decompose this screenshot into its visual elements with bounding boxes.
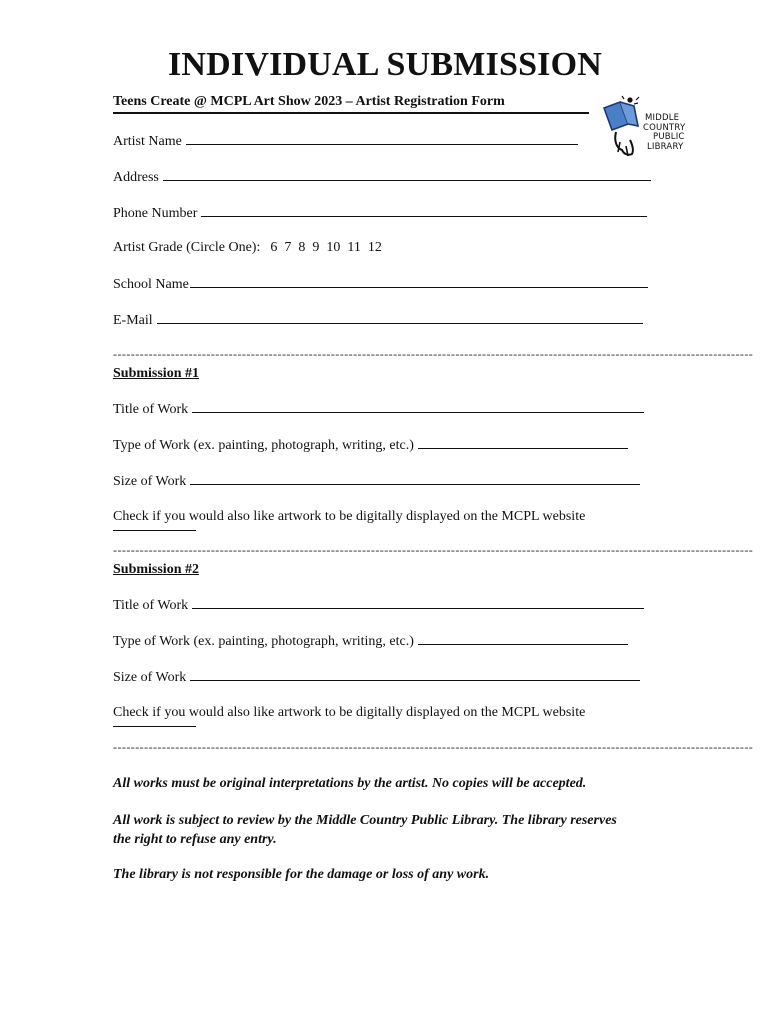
type-of-work-label: Type of Work (ex. painting, photograph, writing, etc.)	[113, 634, 414, 649]
email-row	[113, 312, 643, 329]
submission-1-type-row	[113, 437, 628, 454]
submission-2-title-row	[113, 597, 644, 614]
email-field[interactable]	[157, 312, 643, 324]
submission-2-digital-checkbox[interactable]	[113, 726, 196, 727]
school-row	[113, 276, 648, 293]
artist-name-row	[113, 133, 578, 150]
submission-2-digital-check-label: Check if you would also like artwork to be digitally displayed on the MCPL website	[113, 705, 586, 720]
title-of-work-label: Title of Work	[113, 402, 189, 417]
library-logo-text	[645, 114, 685, 152]
submission-2-title-field[interactable]	[192, 597, 644, 609]
phone-row	[113, 205, 647, 222]
email-label: E-Mail	[113, 313, 153, 328]
submission-1-size-row	[113, 473, 640, 490]
logo-line: MIDDLE	[645, 113, 680, 123]
separator-dashes: ------------------------------------------------------------------------------------------------------------------------------------------------	[113, 543, 754, 557]
artist-name-label: Artist Name	[113, 134, 182, 149]
address-row	[113, 169, 651, 186]
submission-2-type-field[interactable]	[418, 633, 628, 645]
submission-1-type-field[interactable]	[418, 437, 628, 449]
artist-name-field[interactable]	[186, 133, 578, 145]
submission-1-size-field[interactable]	[190, 473, 640, 485]
type-of-work-label: Type of Work (ex. painting, photograph, writing, etc.)	[113, 438, 414, 453]
address-field[interactable]	[163, 169, 651, 181]
logo-line: PUBLIC	[653, 132, 685, 143]
phone-field[interactable]	[201, 205, 647, 217]
logo-line: COUNTRY	[643, 122, 686, 133]
submission-1-heading: Submission #1	[113, 366, 199, 381]
submission-2-size-row	[113, 669, 640, 686]
grade-row	[113, 240, 382, 256]
submission-1-title-field[interactable]	[192, 401, 644, 413]
form-subtitle: Teens Create @ MCPL Art Show 2023 – Artist Registration Form	[113, 94, 505, 109]
grade-label: Artist Grade (Circle One):	[113, 240, 261, 255]
submission-1-digital-checkbox[interactable]	[113, 530, 196, 531]
note-liability: The library is not responsible for the damage or loss of any work.	[113, 867, 490, 882]
submission-2-size-field[interactable]	[190, 669, 640, 681]
logo-line: LIBRARY	[647, 141, 684, 152]
size-of-work-label: Size of Work	[113, 474, 187, 489]
submission-1-digital-check-label: Check if you would also like artwork to be digitally displayed on the MCPL website	[113, 509, 586, 524]
school-field[interactable]	[190, 276, 648, 288]
address-label: Address	[113, 170, 159, 185]
note-original-works: All works must be original interpretations by the artist. No copies will be accepted.	[113, 776, 587, 791]
grade-options[interactable]: 6 7 8 9 10 11 12	[270, 240, 382, 255]
form-title: INDIVIDUAL SUBMISSION	[167, 46, 603, 83]
separator-dashes: ------------------------------------------------------------------------------------------------------------------------------------------------	[113, 347, 754, 361]
size-of-work-label: Size of Work	[113, 670, 187, 685]
submission-2-type-row	[113, 633, 628, 650]
submission-1-title-row	[113, 401, 644, 418]
subtitle-rule	[113, 112, 589, 114]
phone-label: Phone Number	[113, 206, 198, 221]
note-review: All work is subject to review by the Middle Country Public Library. The library reserves the right to refuse any entry.	[113, 813, 617, 847]
separator-dashes: ------------------------------------------------------------------------------------------------------------------------------------------------	[113, 740, 754, 754]
school-label: School Name	[113, 277, 189, 292]
title-of-work-label: Title of Work	[113, 598, 189, 613]
submission-2-heading: Submission #2	[113, 562, 199, 577]
